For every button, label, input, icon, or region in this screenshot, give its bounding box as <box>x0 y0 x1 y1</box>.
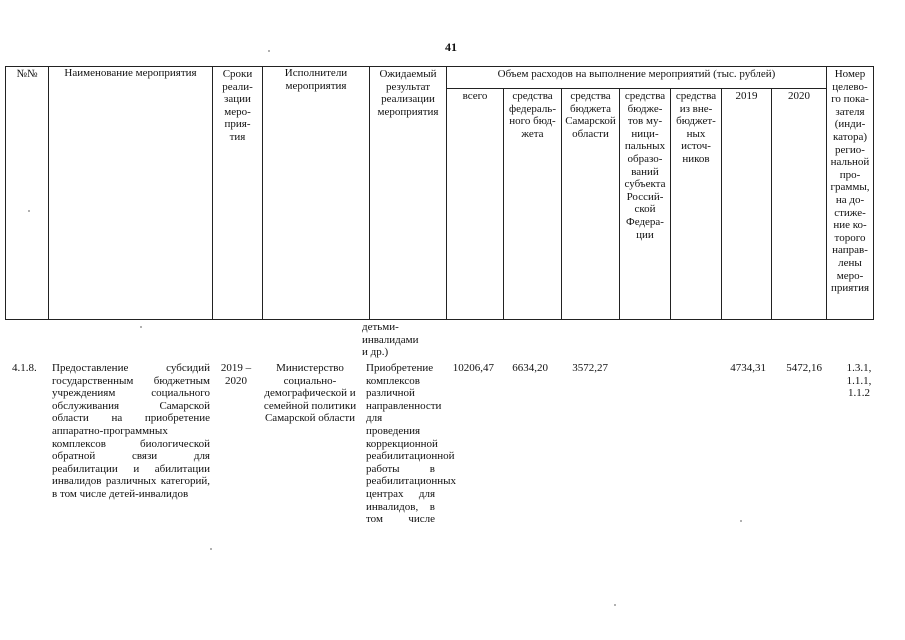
header-term: Сроки реали- зации меро- прия- тия <box>213 67 263 320</box>
row-2020: 5472,16 <box>786 362 822 374</box>
page-number: 41 <box>445 40 457 54</box>
scan-speck <box>210 548 212 550</box>
header-external: средства из вне- бюджет- ных источ- ников <box>671 89 722 320</box>
result-continuation: детьми- инвалидами и др.) <box>362 321 419 359</box>
row-federal: 6634,20 <box>512 362 548 374</box>
row-indicators: 1.3.1, 1.1.1, 1.1.2 <box>846 362 872 400</box>
scan-speck <box>268 50 270 52</box>
header-total: всего <box>447 89 504 320</box>
row-name: Предоставление субсидий государственным бюджетным учреждениям социального обслуживания Самарской области на приобретение аппаратно-программных комплексов биологической обратной связи для реабилитации и абилитации инвалидов различных категорий, в том числе детей-инвалидов <box>52 362 210 500</box>
budget-table <box>5 66 874 320</box>
header-num: №№ <box>6 67 49 320</box>
row-result: Приобретение комплексов различной направленности для проведения коррекционной реабилитационной работы в реабилитационных центрах для инвалидов, в том числе <box>366 362 457 526</box>
scan-speck <box>614 604 616 606</box>
header-volume: Объем расходов на выполнение мероприятий (тыс. рублей) <box>447 67 827 89</box>
row-2019: 4734,31 <box>730 362 766 374</box>
header-indicator: Номер целево- го пока- зателя (инди- катора) регио- нальной про- граммы, на до- стиже- ние ко- торого направ- лены меро- приятия <box>827 67 874 320</box>
scan-speck <box>28 210 30 212</box>
row-number: 4.1.8. <box>12 362 37 374</box>
header-municipal: средства бюдже- тов му- ници- пальных образо- ваний субъекта Россий- ской Федера- ции <box>620 89 671 320</box>
scan-speck <box>140 326 142 328</box>
row-term: 2019 – 2020 <box>220 362 252 387</box>
header-2020: 2020 <box>772 89 827 320</box>
header-federal: средства федераль- ного бюд- жета <box>504 89 562 320</box>
row-total: 10206,47 <box>452 362 494 374</box>
header-regional: средства бюджета Самарской области <box>562 89 620 320</box>
row-executors: Министерство социально-демографической и семейной политики Самарской области <box>263 362 357 425</box>
header-result: Ожидаемый результат реализации мероприятия <box>370 67 447 320</box>
header-name: Наименование мероприятия <box>49 67 213 320</box>
header-2019: 2019 <box>722 89 772 320</box>
header-executors: Исполнители мероприятия <box>263 67 370 320</box>
scan-speck <box>740 520 742 522</box>
row-regional: 3572,27 <box>572 362 608 374</box>
